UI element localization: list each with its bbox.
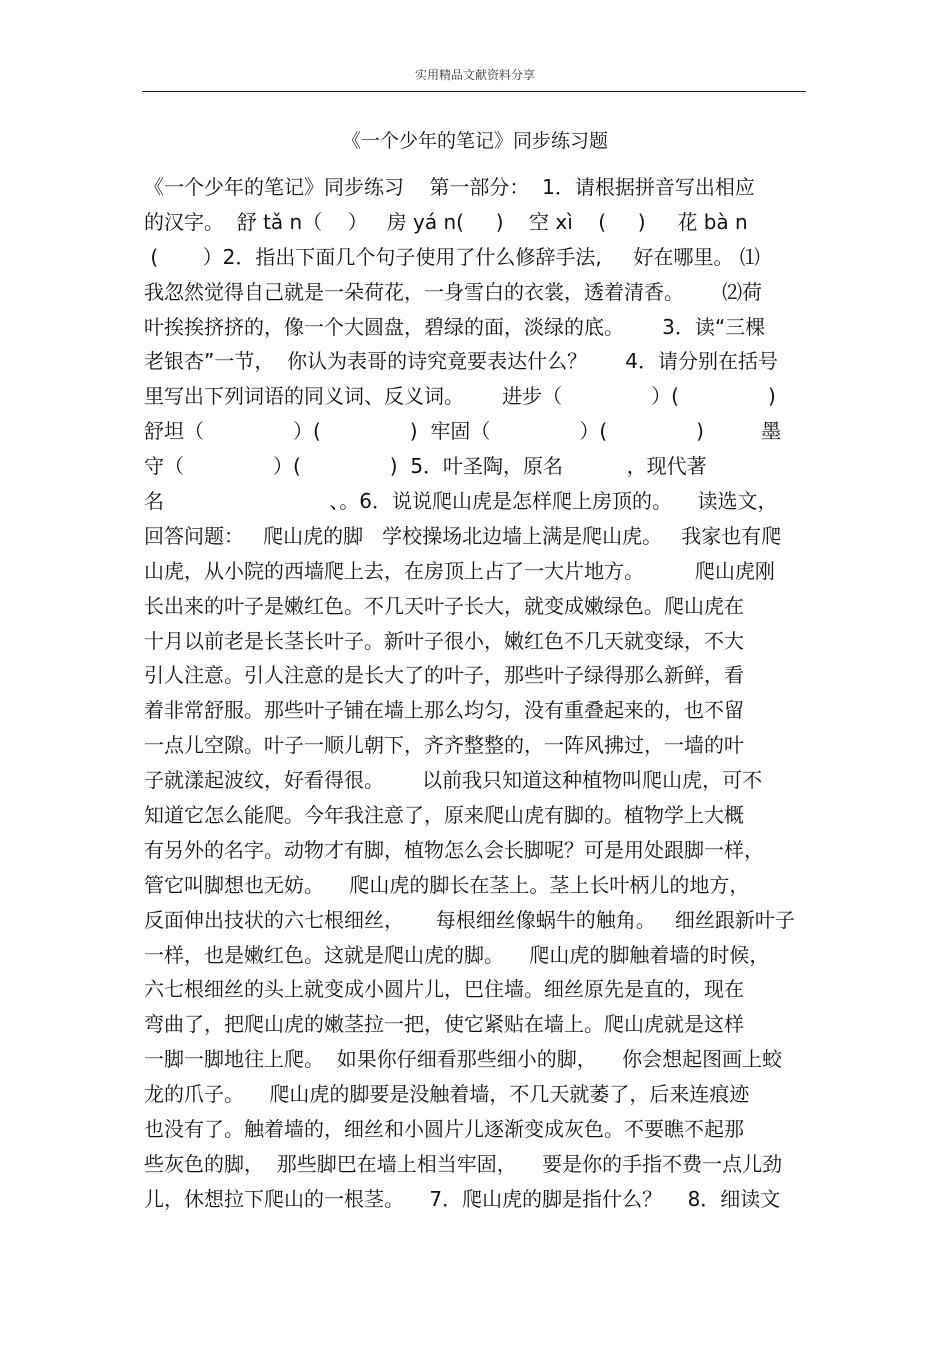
text-line: 也没有了。触着墙的，细丝和小圆片儿逐渐变成灰色。不要瞧不起那 [144, 1117, 744, 1142]
text-line: 山虎，从小院的西墙爬上去，在房顶上占了一大片地方。 爬山虎刚 [144, 558, 775, 583]
text-line: 一脚一脚地往上爬。 如果你仔细看那些细小的脚， 你会想起图画上蛟 [144, 1047, 783, 1072]
text-line: 弯曲了，把爬山虎的嫩茎拉一把，使它紧贴在墙上。爬山虎就是这样 [144, 1012, 744, 1037]
text-line: 名 、。6．说说爬山虎是怎样爬上房顶的。 读选文， [144, 489, 778, 514]
text-line: 六七根细丝的头上就变成小圆片儿，巴住墙。细丝原先是直的，现在 [144, 977, 744, 1002]
text-line: 有另外的名字。动物才有脚，植物怎么会长脚呢？可是用处跟脚一样， [144, 837, 764, 862]
text-line: 我忽然觉得自己就是一朵荷花，一身雪白的衣裳，透着清香。 ⑵荷 [144, 279, 763, 304]
text-line: 知道它怎么能爬。今年我注意了，原来爬山虎有脚的。植物学上大概 [144, 803, 744, 828]
text-line: 子就漾起波纹，好看得很。 以前我只知道这种植物叫爬山虎，可不 [144, 768, 763, 793]
text-line: 里写出下列词语的同义词、反义词。 进步（ ）( ) [144, 384, 776, 409]
text-line: 儿，休想拉下爬山的一根茎。 7．爬山虎的脚是指什么？ 8．细读文 [144, 1186, 781, 1211]
text-line: 管它叫脚想也无妨。 爬山虎的脚长在茎上。茎上长叶柄儿的地方， [144, 872, 750, 897]
text-line: 守（ ）( ) 5．叶圣陶，原名 ，现代著 [144, 454, 707, 479]
text-line: 一点儿空隙。叶子一顺儿朝下，齐齐整整的，一阵风拂过，一墙的叶 [144, 733, 744, 758]
header-divider [142, 91, 806, 92]
document-title: 《一个少年的笔记》同步练习题 [341, 130, 608, 152]
text-line: 龙的爪子。 爬山虎的脚要是没触着墙，不几天就萎了，后来连痕迹 [144, 1082, 750, 1107]
text-line: 着非常舒服。那些叶子铺在墙上那么均匀，没有重叠起来的，也不留 [144, 698, 744, 723]
text-line: 长出来的叶子是嫩红色。不几天叶子长大，就变成嫩绿色。爬山虎在 [144, 593, 744, 618]
text-line: 《一个少年的笔记》同步练习 第一部分： 1．请根据拼音写出相应 [144, 175, 755, 199]
text-line: ( ）2．指出下面几个句子使用了什么修辞手法, 好在哪里。 ⑴ [144, 244, 760, 269]
text-line: 些灰色的脚， 那些脚巴在墙上相当牢固， 要是你的手指不费一点儿劲 [144, 1151, 783, 1176]
text-line: 回答问题： 爬山虎的脚 学校操场北边墙上满是爬山虎。 我家也有爬 [144, 523, 782, 548]
text-line: 叶挨挨挤挤的，像一个大圆盘，碧绿的面，淡绿的底。 3．读“三棵 [144, 314, 766, 339]
text-line: 反面伸出技状的六七根细丝， 每根细丝像蜗牛的触角。 细丝跟新叶子 [144, 907, 795, 932]
document-body [144, 175, 814, 1222]
text-line: 的汉字。 舒 tǎ n（ ） 房 yá n( ) 空 xì ( ) 花 bà n [144, 209, 748, 234]
text-line: 引人注意。引人注意的是长大了的叶子，那些叶子绿得那么新鲜，看 [144, 663, 744, 688]
text-line: 舒坦（ ）( ) 牢固（ ）( ) 墨 [144, 419, 782, 444]
text-line: 十月以前老是长茎长叶子。新叶子很小，嫩红色不几天就变绿，不大 [144, 628, 744, 653]
text-line: 一样，也是嫩红色。这就是爬山虎的脚。 爬山虎的脚触着墙的时候， [144, 942, 770, 967]
page-header: 实用精品文献资料分享 [414, 68, 535, 82]
text-line: 老银杏”一节， 你认为表哥的诗究竟要表达什么？ 4．请分别在括号 [144, 349, 778, 374]
